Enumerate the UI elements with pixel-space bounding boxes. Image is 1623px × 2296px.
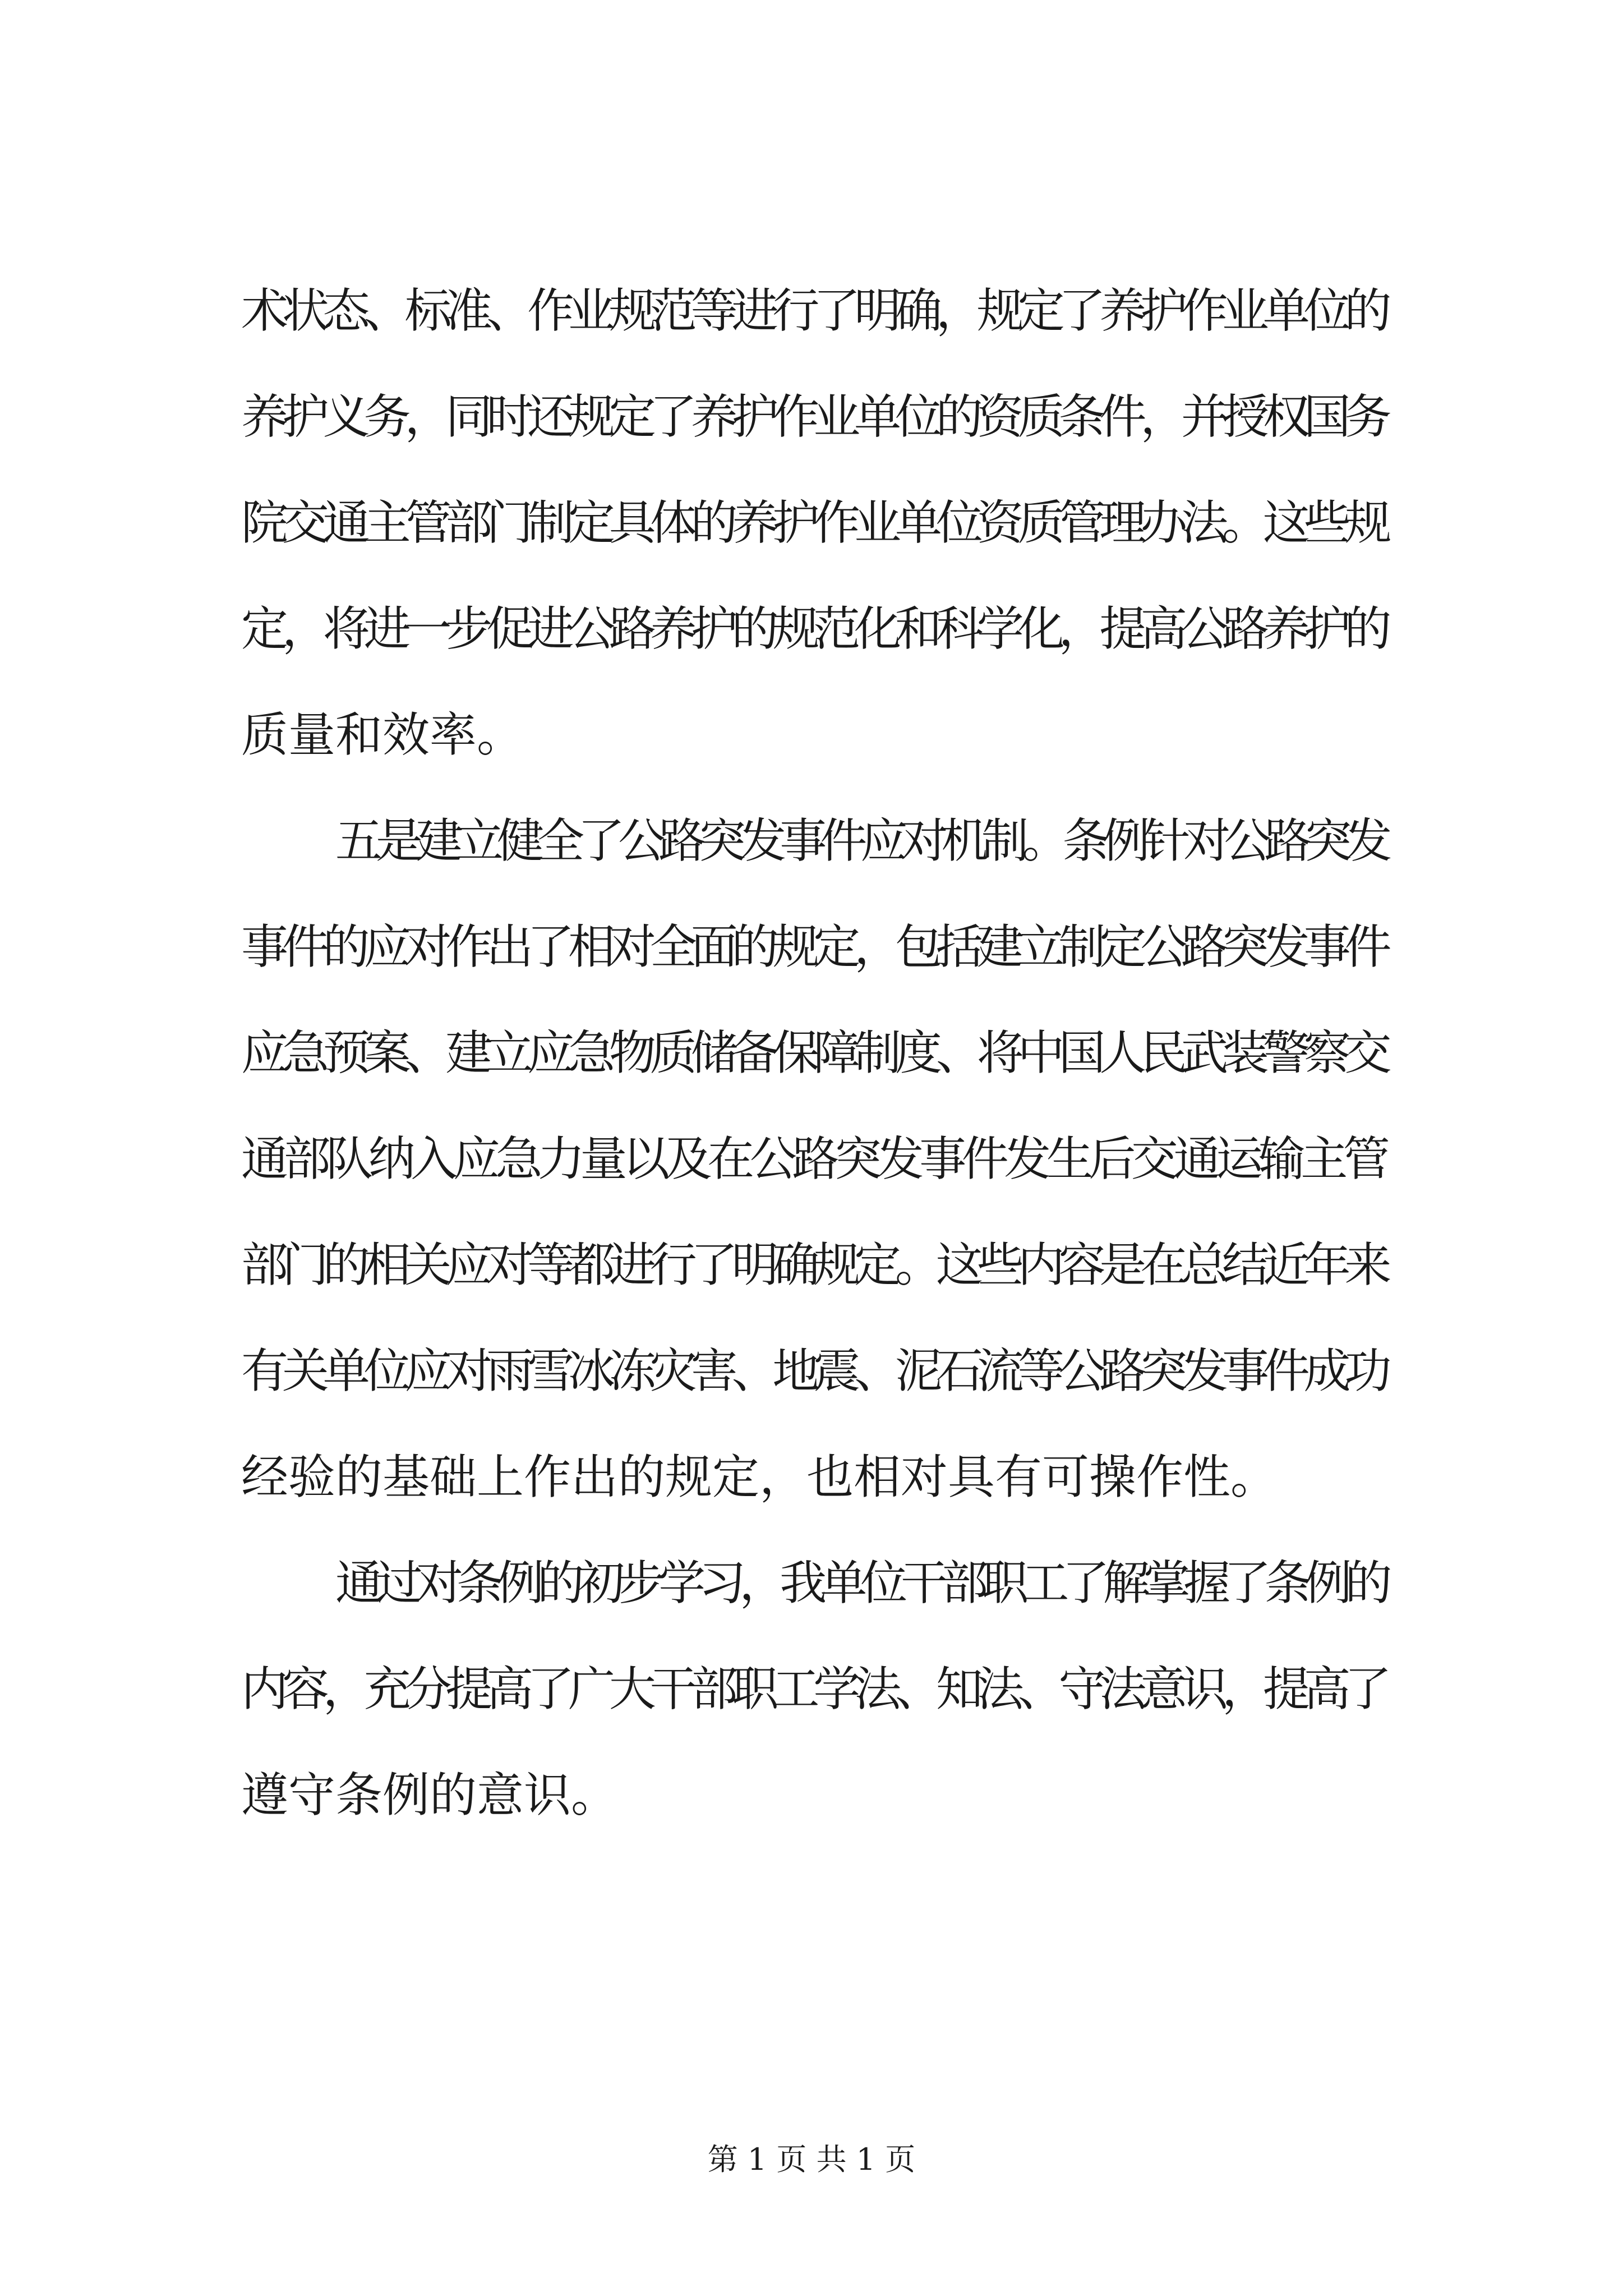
paragraph-line: 定，将进一步促进公路养护的规范化和科学化，提高公路养护的 — [241, 601, 1385, 656]
paragraph-line: 质量和效率。 — [241, 707, 524, 762]
page-number-footer: 第 1 页 共 1 页 — [707, 2142, 916, 2177]
paragraph-line: 通部队纳入应急力量以及在公路突发事件发生后交通运输主管 — [241, 1131, 1385, 1186]
paragraph-1 — [241, 258, 1385, 788]
paragraph-line: 通过对条例的初步学习，我单位干部职工了解掌握了条例的 — [335, 1556, 1385, 1611]
paragraph-line: 事件的应对作出了相对全面的规定，包括建立制定公路突发事件 — [241, 919, 1385, 974]
paragraph-line: 院交通主管部门制定具体的养护作业单位资质管理办法。这些规 — [241, 495, 1385, 550]
document-body — [241, 258, 1385, 1848]
paragraph-line: 应急预案、建立应急物质储备保障制度、将中国人民武装警察交 — [241, 1025, 1385, 1080]
paragraph-line: 有关单位应对雨雪冰冻灾害、地震、泥石流等公路突发事件成功 — [241, 1343, 1385, 1398]
paragraph-line: 内容，充分提高了广大干部职工学法、知法、守法意识，提高了 — [241, 1662, 1385, 1717]
paragraph-2 — [241, 788, 1385, 1530]
paragraph-3 — [241, 1530, 1385, 1848]
paragraph-line: 养护义务，同时还规定了养护作业单位的资质条件，并授权国务 — [241, 389, 1385, 444]
paragraph-line: 五是建立健全了公路突发事件应对机制。条例针对公路突发 — [335, 813, 1385, 868]
paragraph-line: 部门的相关应对等都进行了明确规定。这些内容是在总结近年来 — [241, 1237, 1385, 1292]
paragraph-line: 遵守条例的意识。 — [241, 1768, 619, 1823]
paragraph-line: 术状态、标准、作业规范等进行了明确，规定了养护作业单位的 — [241, 283, 1385, 338]
paragraph-line: 经验的基础上作出的规定，也相对具有可操作性。 — [241, 1450, 1278, 1504]
